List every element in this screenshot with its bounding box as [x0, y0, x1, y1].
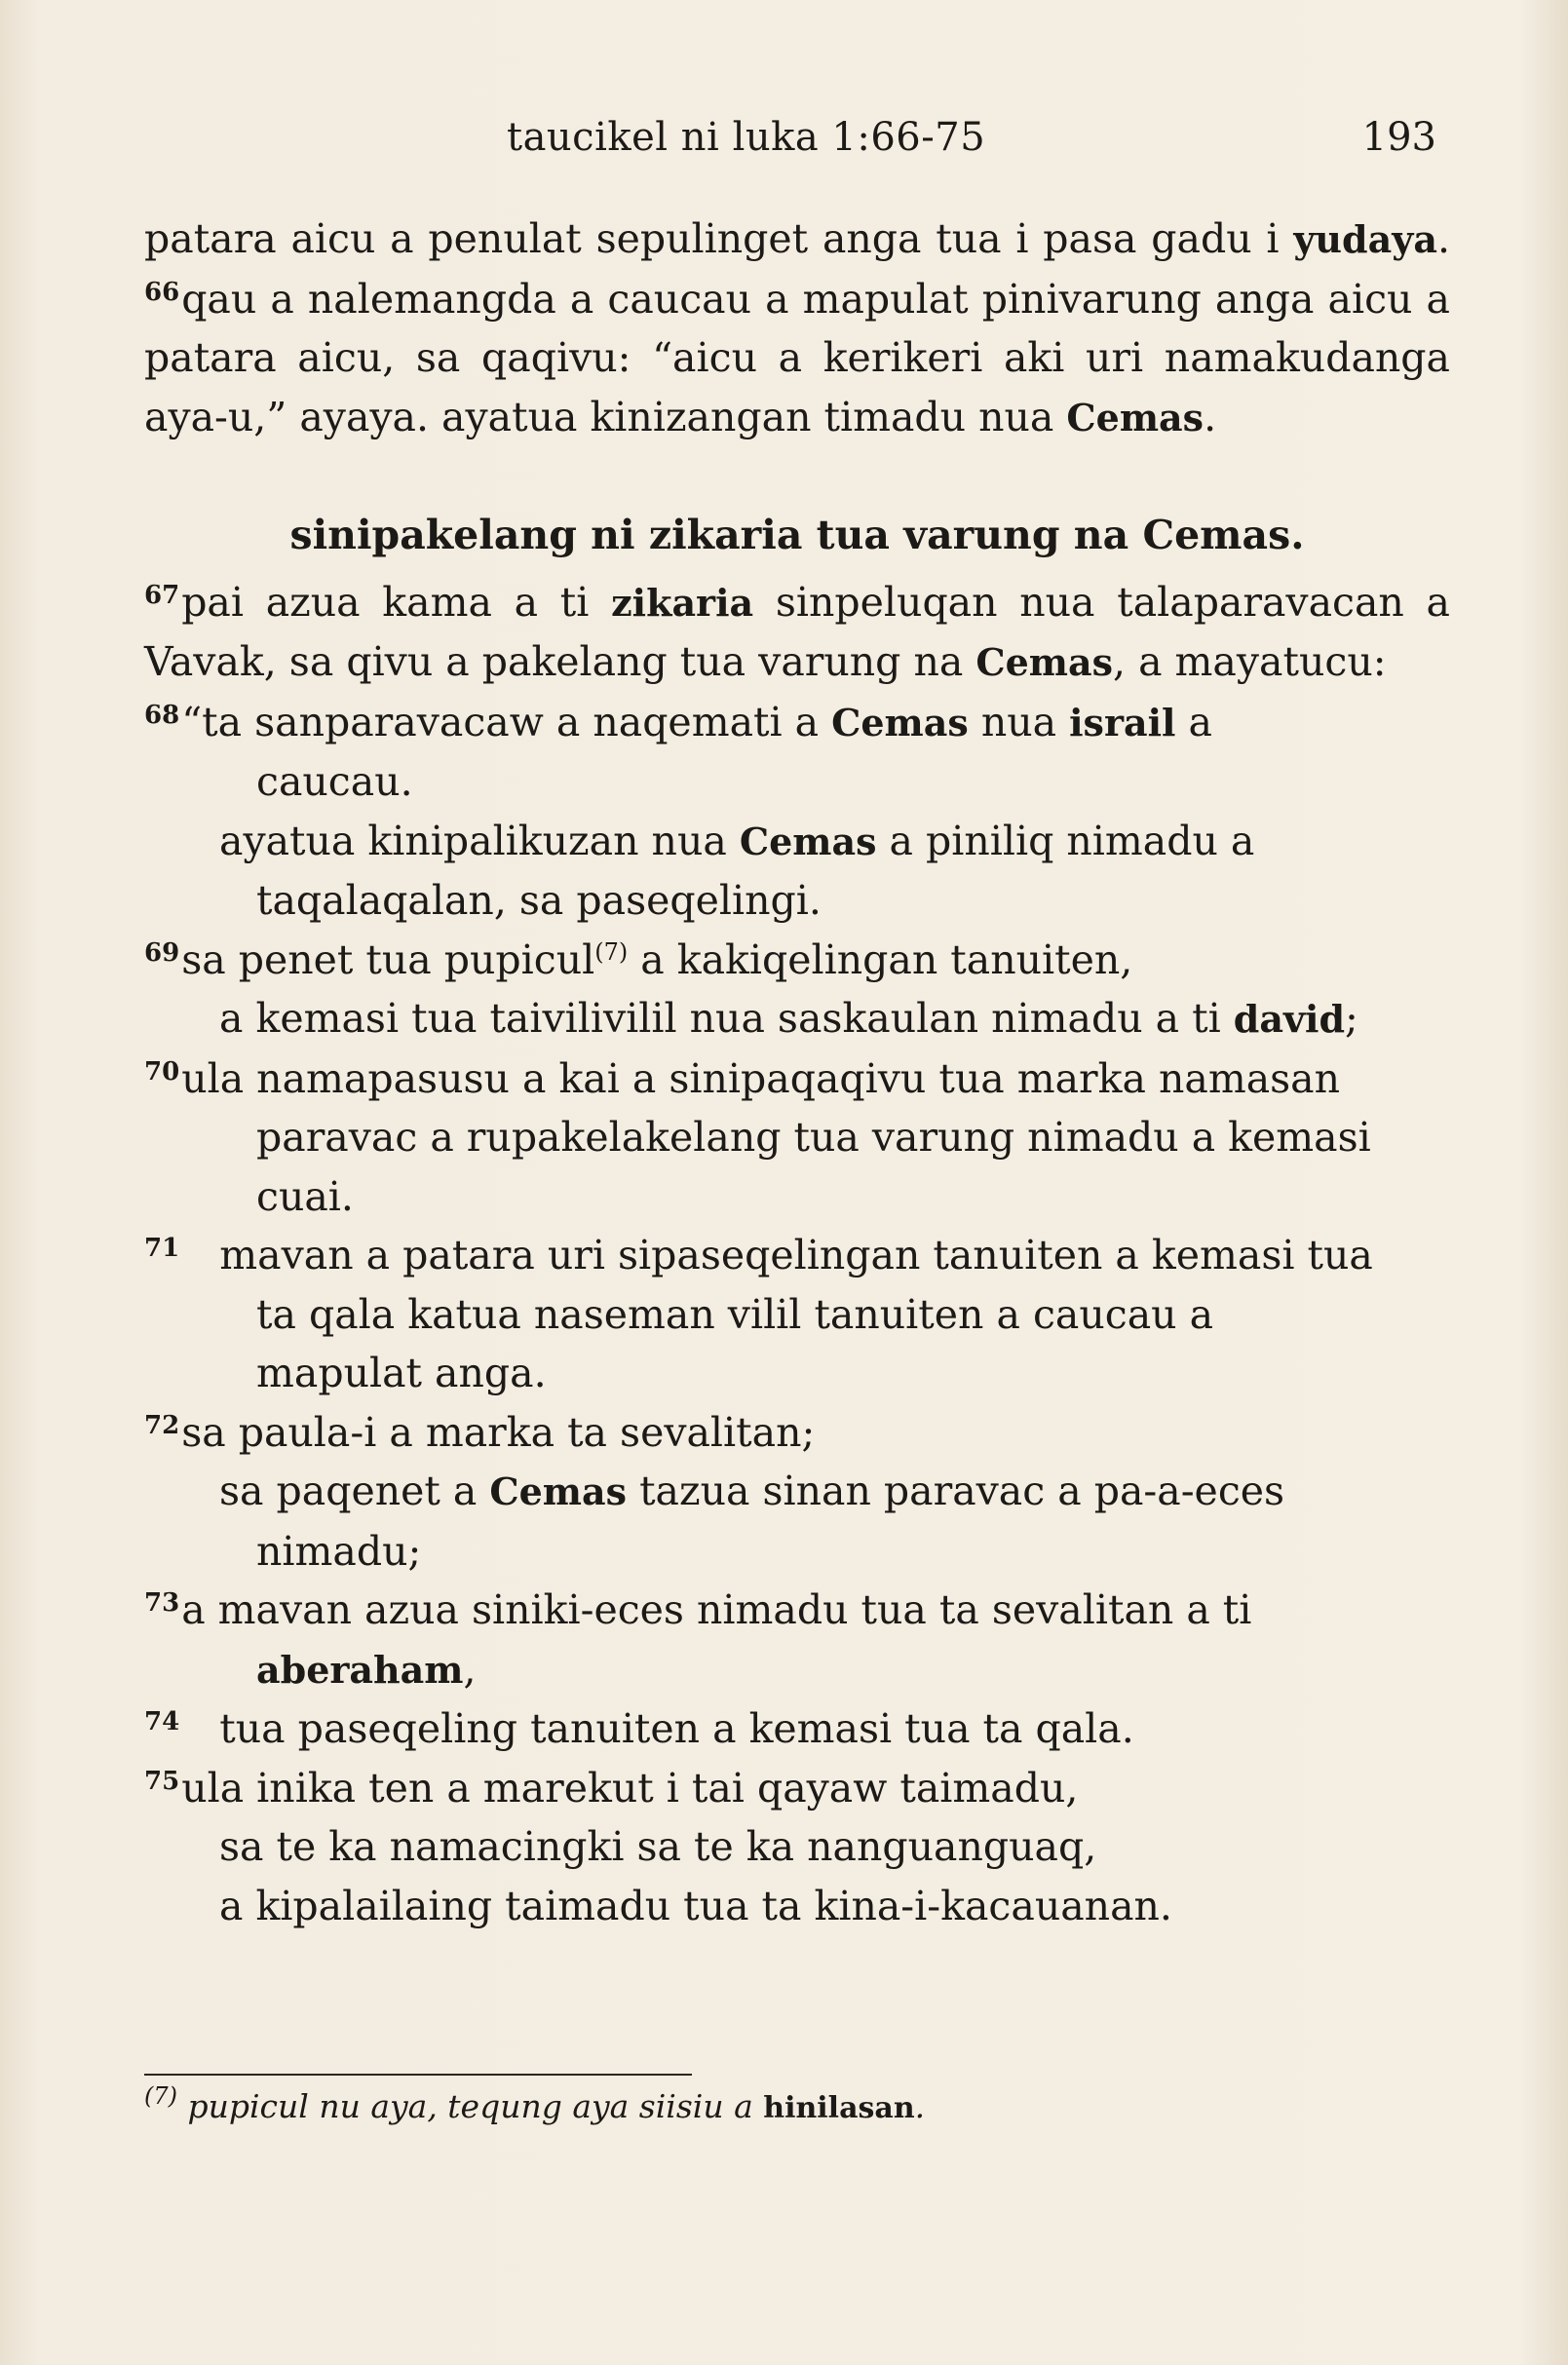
song-of-zechariah — [144, 693, 1450, 1936]
poem-line — [144, 989, 1450, 1049]
verse-number: 68 — [144, 700, 180, 730]
poem-line — [144, 1581, 1450, 1640]
place-name: israil — [1069, 700, 1176, 744]
poem-line: nimadu; — [256, 1527, 422, 1575]
section-heading: sinipakelang ni zikaria tua varung na Cemas. — [289, 512, 1305, 558]
running-title: taucikel ni luka 1:66-75 — [507, 115, 986, 160]
text-run: sinpeluqan nua talaparavacan a Vavak, sa qivu a pakelang tua varung na — [144, 578, 1450, 685]
poem-line: paravac a rupakelakelang tua varung nimadu a kemasi — [256, 1114, 1371, 1161]
divine-name: Cemas — [831, 700, 969, 744]
poem-line: mapulat anga. — [256, 1350, 547, 1396]
verse-number: 71 — [144, 1234, 180, 1263]
poem-line: caucau. — [256, 758, 413, 805]
text-run: a kakiqelingan tanuiten, — [628, 935, 1133, 983]
poem-line — [144, 1759, 1450, 1818]
person-name: david — [1233, 997, 1346, 1041]
poem-line — [144, 812, 1450, 872]
text-run: a mavan azua siniki-eces nimadu tua ta sevalitan a ti — [181, 1586, 1252, 1633]
place-name: yudaya — [1293, 217, 1437, 261]
text-run: ayatua kinipalikuzan nua — [219, 817, 740, 864]
footnote-marker: (7) — [144, 2082, 177, 2110]
text-run: qau a nalemangda a caucau a mapulat pinivarung anga aicu a patara aicu, sa qaqivu: “aicu a kerikeri aki uri namakudanga aya-u,” ayaya. ayatua kinizangan timadu nua — [144, 275, 1450, 440]
text-run: pai azua kama a ti — [181, 578, 612, 626]
text-run: ula inika ten a marekut i tai qayaw taimadu, — [181, 1764, 1079, 1812]
verse-number: 69 — [144, 937, 180, 968]
text-run: tazua sinan paravac a pa-a-eces — [627, 1468, 1285, 1514]
person-name: zikaria — [611, 580, 754, 625]
poem-line — [144, 931, 1450, 990]
text-run: a — [1175, 698, 1212, 745]
poem-line — [144, 1462, 1450, 1522]
verse-number: 72 — [144, 1410, 180, 1440]
poem-line: taqalaqalan, sa paseqelingi. — [256, 877, 822, 924]
verse-number: 67 — [144, 580, 180, 610]
text-run: ; — [1345, 995, 1358, 1042]
text-run: mavan a patara uri sipaseqelingan tanuiten a kemasi tua — [219, 1232, 1373, 1278]
text-run: a piniliq nimadu a — [876, 817, 1255, 864]
footnote-marker[interactable]: (7) — [594, 937, 629, 966]
text-run: . — [1436, 215, 1450, 262]
footnote — [144, 2082, 1450, 2125]
verse-number: 70 — [144, 1056, 180, 1087]
poem-line: cuai. — [256, 1172, 354, 1220]
footnote-text: . — [914, 2087, 926, 2125]
running-header — [0, 115, 1568, 173]
text-run: a kemasi tua taivilivilil nua saskaulan nimadu a ti — [219, 995, 1234, 1042]
text-run: , a mayatucu: — [1113, 638, 1387, 685]
footnote-term: hinilasan — [763, 2091, 915, 2125]
page-number: 193 — [1361, 115, 1436, 160]
divine-name: Cemas — [739, 819, 877, 863]
page-body — [144, 210, 1450, 1935]
verse-number: 74 — [144, 1707, 180, 1736]
verse-number: 75 — [144, 1766, 180, 1796]
verse-number: 73 — [144, 1588, 180, 1618]
poem-line — [144, 1699, 1450, 1759]
text-run: nua — [968, 698, 1070, 745]
verse-number: 66 — [144, 277, 180, 307]
poem-line — [144, 1226, 1450, 1285]
text-run: , — [463, 1645, 477, 1693]
opening-paragraph — [144, 210, 1450, 447]
poem-line: sa te ka namacingki sa te ka nanguanguaq, — [219, 1823, 1097, 1870]
text-run: ula namapasusu a kai a sinipaqaqivu tua marka namasan — [181, 1054, 1341, 1102]
poem-line: ta qala katua naseman vilil tanuiten a caucau a — [256, 1290, 1214, 1338]
poem-line — [144, 1049, 1450, 1109]
text-run: patara aicu a penulat sepulinget anga tua i pasa gadu i — [144, 215, 1294, 262]
text-run: . — [1204, 393, 1217, 440]
footnote-text: pupicul nu aya, tequng aya siisiu a — [177, 2087, 764, 2125]
text-run: sa penet tua pupicul — [181, 935, 595, 983]
divine-name: Cemas — [1066, 395, 1205, 439]
text-run: sa paqenet a — [219, 1468, 490, 1514]
poem-line: a kipalailaing taimadu tua ta kina-i-kacauanan. — [219, 1882, 1172, 1929]
text-run: tua paseqeling tanuiten a kemasi tua ta qala. — [219, 1705, 1134, 1752]
verse-67-paragraph — [144, 573, 1450, 693]
poem-line — [144, 1403, 1450, 1463]
poem-line — [144, 693, 1450, 753]
text-run: sa paula-i a marka ta sevalitan; — [181, 1408, 816, 1456]
divine-name: Cemas — [489, 1469, 628, 1513]
poem-line — [144, 1640, 1450, 1700]
divine-name: Cemas — [975, 640, 1113, 684]
person-name: aberaham — [256, 1647, 464, 1692]
text-run: “ta sanparavacaw a naqemati a — [181, 698, 832, 745]
footnote-divider — [144, 2074, 692, 2076]
